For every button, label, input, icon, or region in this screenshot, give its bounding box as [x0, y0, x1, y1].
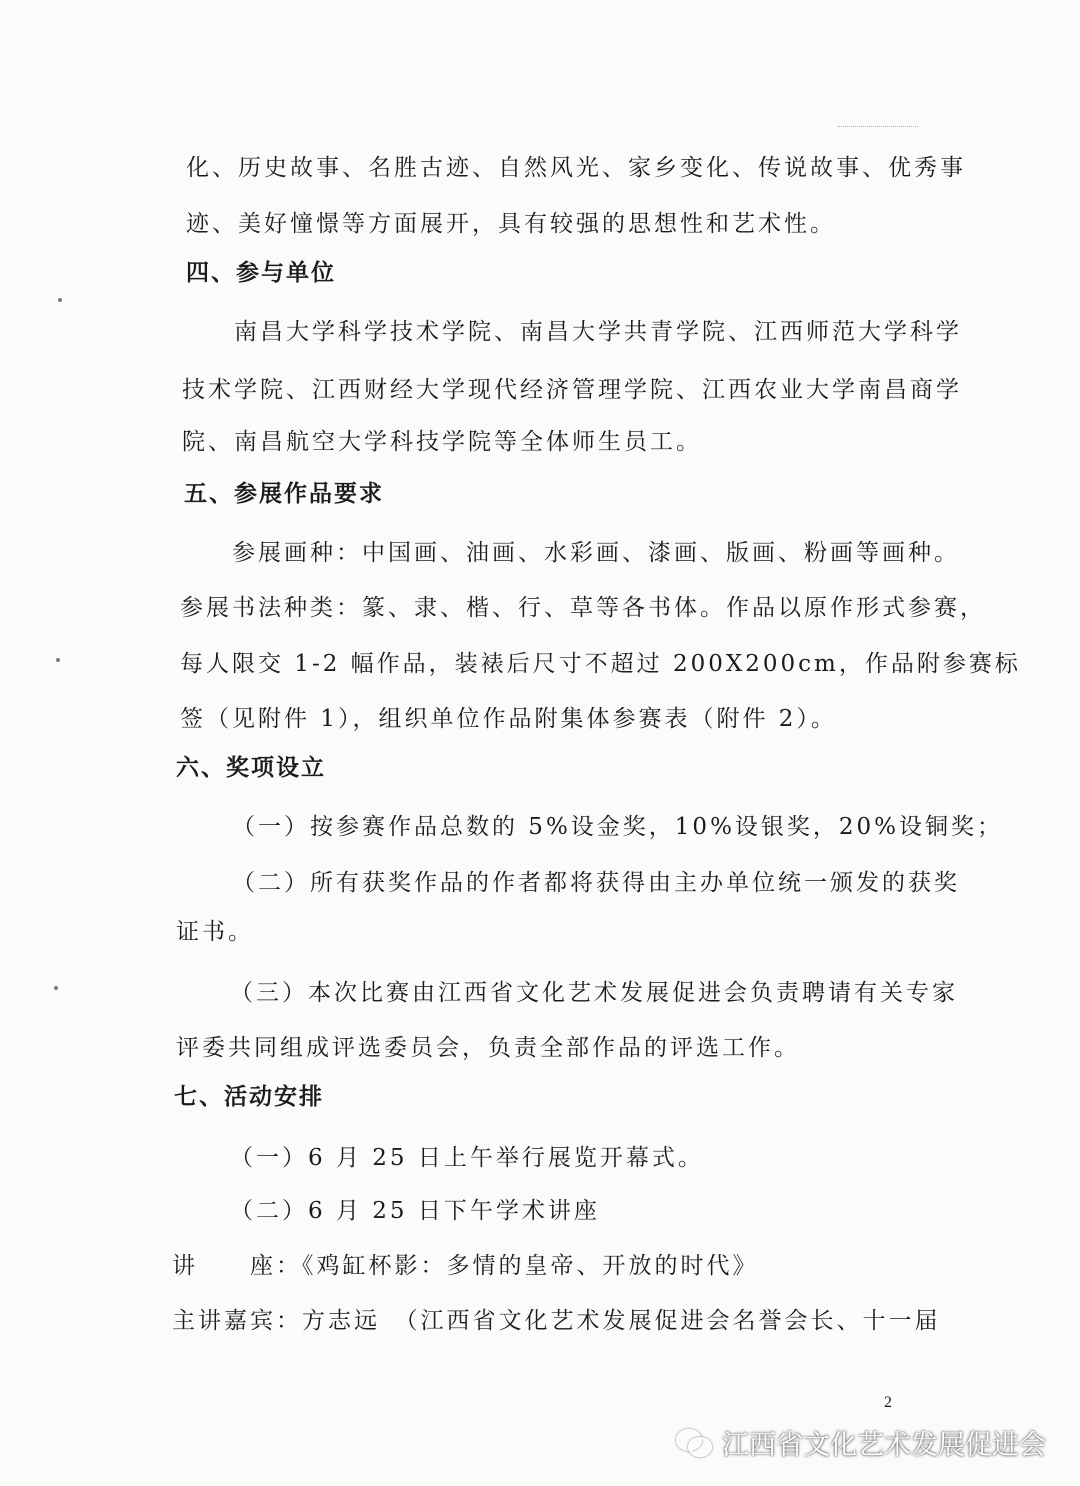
scan-speck	[56, 658, 60, 662]
body-line: 院、南昌航空大学科技学院等全体师生员工。	[182, 429, 702, 455]
body-line: 评委共同组成评选委员会，负责全部作品的评选工作。	[176, 1035, 800, 1061]
body-line: 主讲嘉宾：方志远 （江西省文化艺术发展促进会名誉会长、十一届	[172, 1308, 941, 1334]
body-line: （一）6 月 25 日上午举行展览开幕式。	[230, 1145, 704, 1171]
body-line: （三）本次比赛由江西省文化艺术发展促进会负责聘请有关专家	[230, 980, 958, 1006]
body-line: 迹、美好憧憬等方面展开，具有较强的思想性和艺术性。	[186, 211, 836, 237]
wechat-icon	[676, 1427, 712, 1457]
body-line: 讲 座：《鸡缸杯影：多情的皇帝、开放的时代》	[172, 1253, 759, 1279]
scan-speck	[54, 986, 58, 990]
wechat-watermark	[676, 1420, 1046, 1464]
page-number: 2	[884, 1394, 892, 1411]
body-line: 签（见附件 1），组织单位作品附集体参赛表（附件 2）。	[180, 706, 837, 732]
section-heading: 六、奖项设立	[176, 755, 326, 781]
section-heading: 四、参与单位	[186, 260, 336, 286]
body-line: 每人限交 1-2 幅作品，装裱后尺寸不超过 200X200cm，作品附参赛标	[180, 651, 1021, 677]
body-line: 参展书法种类：篆、隶、楷、行、草等各书体。作品以原作形式参赛，	[180, 595, 986, 621]
body-line: 化、历史故事、名胜古迹、自然风光、家乡变化、传说故事、优秀事	[186, 155, 966, 181]
section-heading: 七、活动安排	[174, 1084, 324, 1110]
watermark-text: 江西省文化艺术发展促进会	[722, 1429, 1046, 1461]
body-line: 证书。	[176, 919, 254, 945]
body-line: （一）按参赛作品总数的 5%设金奖，10%设银奖，20%设铜奖；	[232, 814, 1004, 840]
body-line: （二）6 月 25 日下午学术讲座	[230, 1198, 600, 1224]
body-line: 参展画种：中国画、油画、水彩画、漆画、版画、粉画等画种。	[232, 540, 960, 566]
scan-mark	[838, 126, 918, 133]
body-line: 南昌大学科学技术学院、南昌大学共青学院、江西师范大学科学	[234, 319, 962, 345]
section-heading: 五、参展作品要求	[184, 481, 384, 507]
scan-speck	[58, 298, 62, 302]
body-line: 技术学院、江西财经大学现代经济管理学院、江西农业大学南昌商学	[182, 377, 962, 403]
body-line: （二）所有获奖作品的作者都将获得由主办单位统一颁发的获奖	[232, 870, 960, 896]
